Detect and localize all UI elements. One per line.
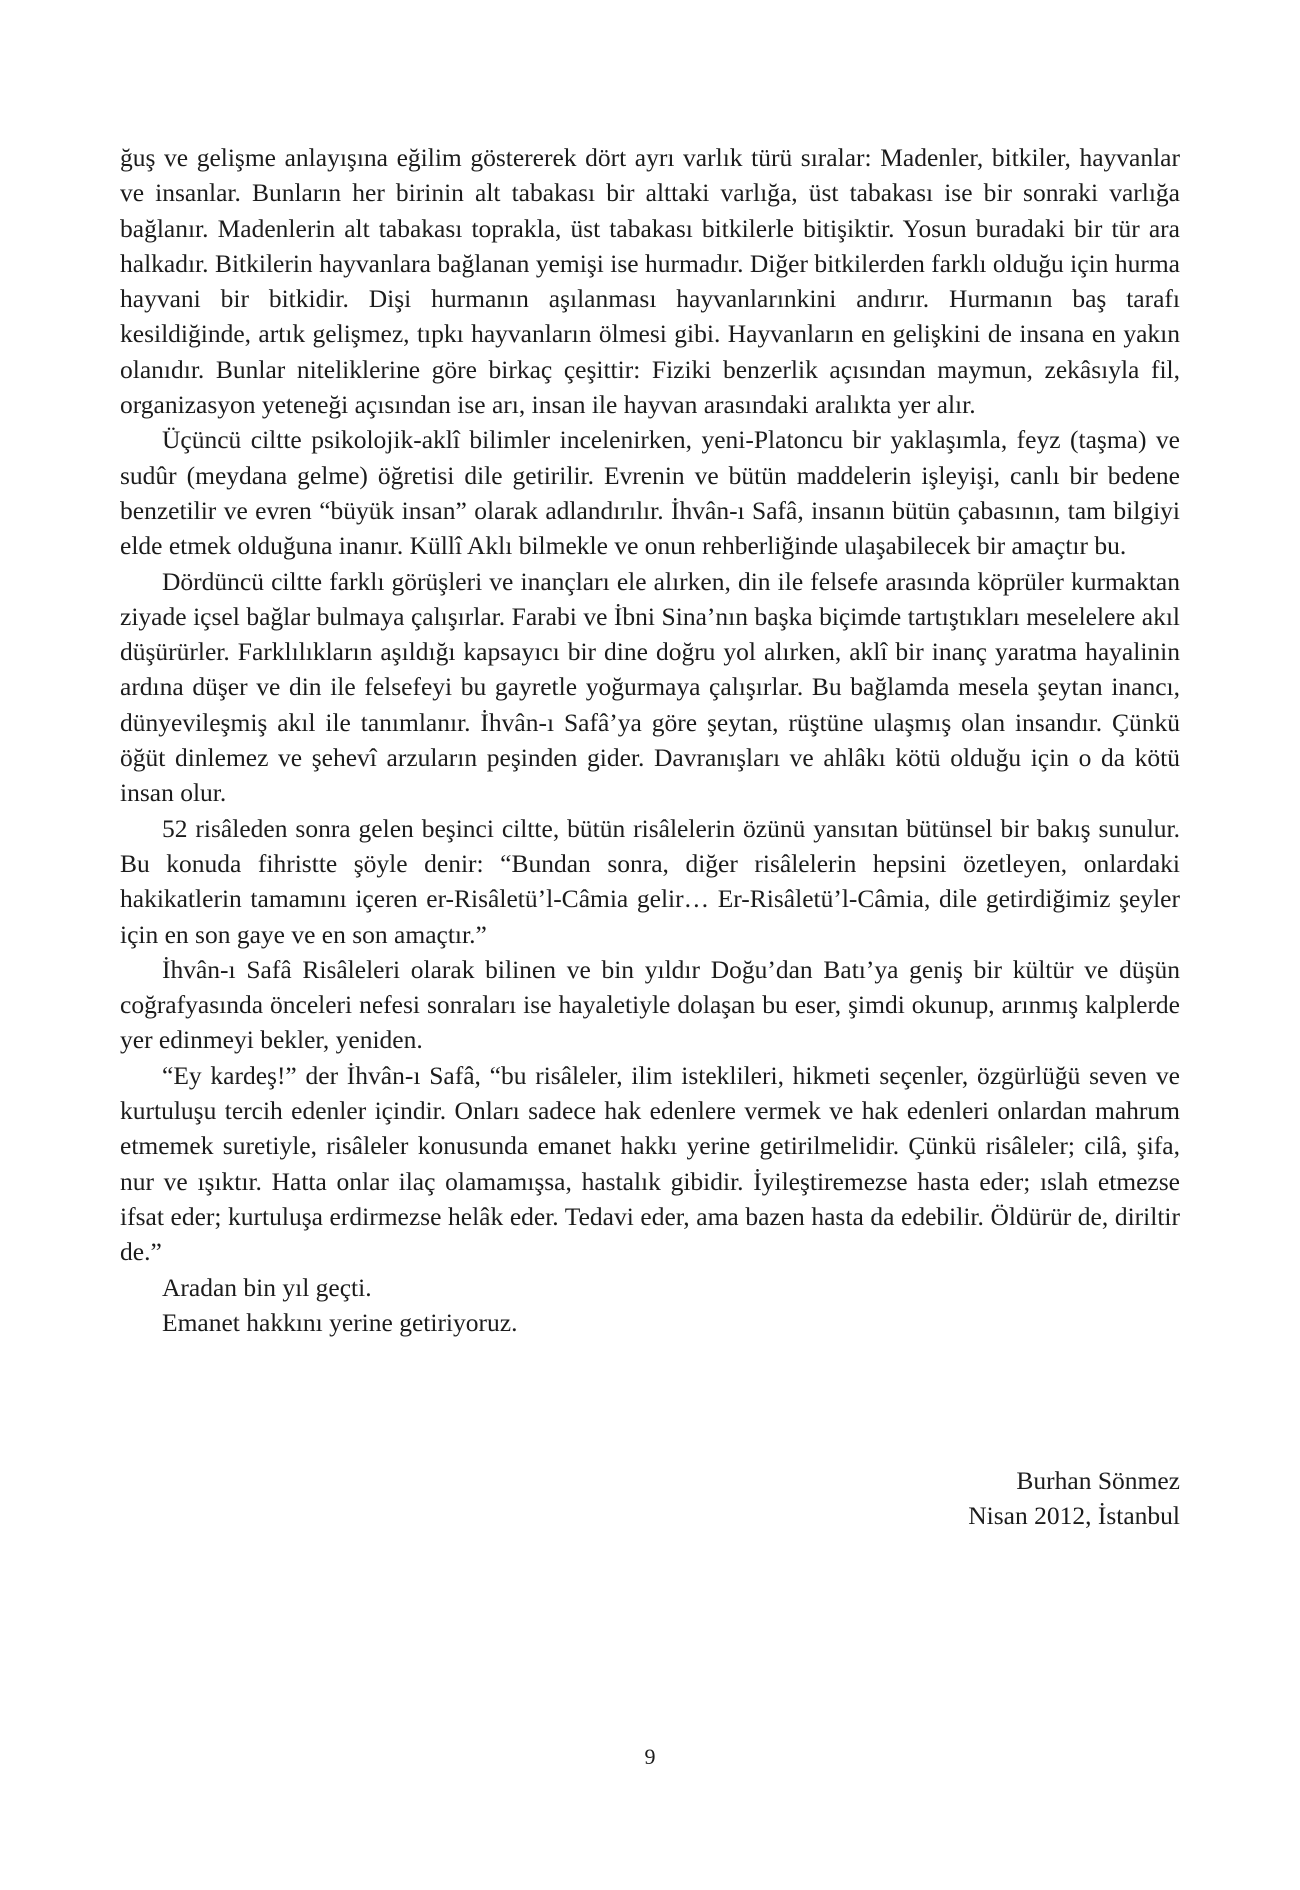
paragraph-fifth-volume: 52 risâleden sonra gelen beşinci ciltte, bütün risâlelerin özünü yansıtan bütünsel bir bakış sunulur. Bu konuda fihristte şöyle denir: “Bundan sonra, diğer risâlelerin hepsini özetleyen, onlardaki hakikatlerin tamamını içeren er-Risâletü’l-Câmia gelir… Er-Risâletü’l-Câmia, dile getirdiğimiz şeyler için en son gaye ve en son amaçtır.” <box>120 813 1180 949</box>
body-text <box>120 140 1180 1340</box>
paragraph-fourth-volume: Dördüncü ciltte farklı görüşleri ve inançları ele alırken, din ile felsefe arasında köprüler kurmaktan ziyade içsel bağlar bulmaya çalışırlar. Farabi ve İbni Sina’nın başka biçimde tartıştıkları meselelere akıl düşürürler. Farklılıkların aşıldığı kapsayıcı bir dine doğru yol alırken, aklî bir inanç yaratma hayalinin ardına düşer ve din ile felsefeyi bu gayretle yoğurmaya çalışırlar. Bu bağlamda mesela şeytan inancı, dünyevileşmiş akıl ile tanımlanır. İhvân-ı Safâ’ya göre şeytan, rüştüne ulaşmış olan insandır. Çünkü öğüt dinlemez ve şehevî arzuların peşinden gider. Davranışları ve ahlâkı kötü olduğu için o da kötü insan olur. <box>120 566 1180 808</box>
paragraph-thousand-years: Aradan bin yıl geçti. <box>162 1272 372 1302</box>
signature-block <box>968 1463 1180 1534</box>
paragraph-ihvan-risaleleri: İhvân-ı Safâ Risâleleri olarak bilinen ve bin yıldır Doğu’dan Batı’ya geniş bir kültür ve düşün coğrafyasında önceleri nefesi sonraları ise hayaletiyle dolaşan bu eser, şimdi okunup, arınmış kalplerde yer edinmeyi bekler, yeniden. <box>120 954 1180 1055</box>
author-name: Burhan Sönmez <box>1016 1466 1180 1495</box>
paragraph-third-volume: Üçüncü ciltte psikolojik-aklî bilimler incelenirken, yeni-Platoncu bir yaklaşımla, feyz (taşma) ve sudûr (meydana gelme) öğretisi dile getirilir. Evrenin ve bütün maddelerin işleyişi, canlı bir bedene benzetilir ve evren “büyük insan” olarak adlandırılır. İhvân-ı Safâ, insanın bütün çabasının, tam bilgiyi elde etmek olduğuna inanır. Küllî Aklı bilmekle ve onun rehberliğinde ulaşabilecek bir amaçtır bu. <box>120 425 1180 561</box>
paragraph-ey-kardes-quote: “Ey kardeş!” der İhvân-ı Safâ, “bu risâleler, ilim isteklileri, hikmeti seçenler, özgürlüğü seven ve kurtuluşu tercih edenler içindir. Onları sadece hak edenlere vermek ve hak edenleri onlardan mahrum etmemek suretiyle, risâleler konusunda emanet hakkı yerine getirilmelidir. Çünkü risâleler; cilâ, şifa, nur ve ışıktır. Hatta onlar ilaç olamamışsa, hastalık gibidir. İyileştiremezse hasta eder; ıslah etmezse ifsat eder; kurtuluşa erdirmezse helâk eder. Tedavi eder, ama bazen hasta da edebilir. Öldürür de, diriltir de.” <box>120 1060 1180 1267</box>
paragraph-continued: ğuş ve gelişme anlayışına eğilim göstererek dört ayrı varlık türü sıralar: Madenler, bitkiler, hayvanlar ve insanlar. Bunların her birinin alt tabakası bir alttaki varlığa, üst tabakası ise bir sonraki varlığa bağlanır. Madenlerin alt tabakası toprakla, üst tabakası bitkilerle bitişiktir. Yosun buradaki bir tür ara halkadır. Bitkilerin hayvanlara bağlanan yemişi ise hurmadır. Diğer bitkilerden farklı olduğu için hurma hayvani bir bitkidir. Dişi hurmanın aşılanması hayvanlarınkini andırır. Hurmanın baş tarafı kesildiğinde, artık gelişmez, tıpkı hayvanların ölmesi gibi. Hayvanların en gelişkini de insana en yakın olanıdır. Bunlar niteliklerine göre birkaç çeşittir: Fiziki benzerlik açısından maymun, zekâsıyla fil, organizasyon yeteneği açısından ise arı, insan ile hayvan arasındaki aralıkta yer alır. <box>120 143 1180 420</box>
date-place: Nisan 2012, İstanbul <box>968 1501 1180 1531</box>
page-number: 9 <box>644 1744 656 1769</box>
paragraph-emanet: Emanet hakkını yerine getiriyoruz. <box>162 1307 518 1337</box>
